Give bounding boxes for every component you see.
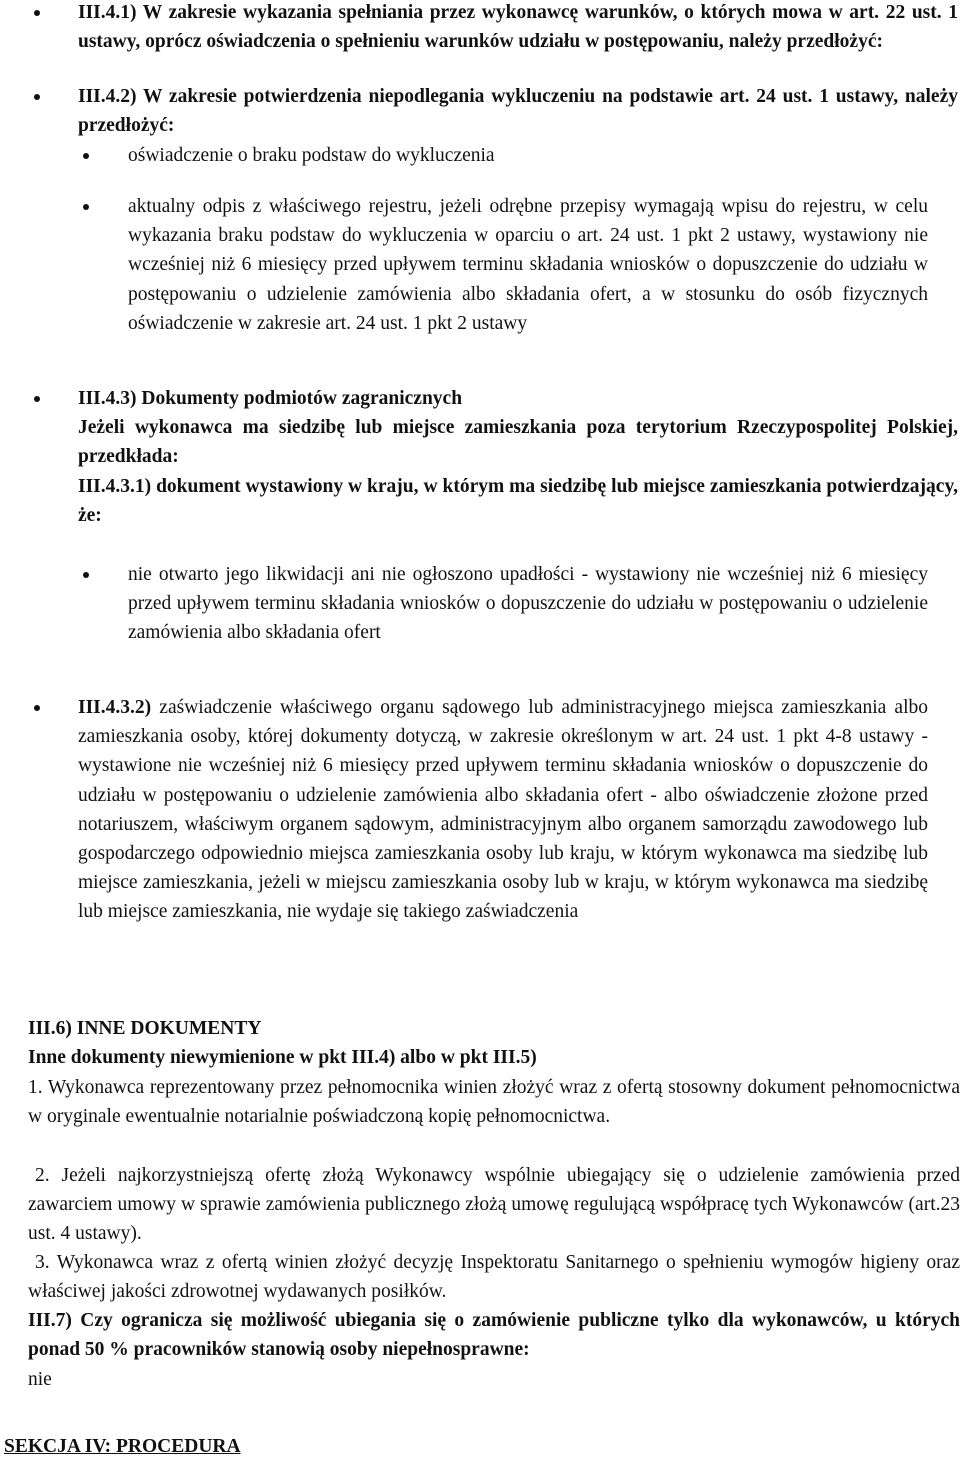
item-iii-4-2 (78, 82, 958, 140)
section-iii-6-subtitle: Inne dokumenty niewymienione w pkt III.4) albo w pkt III.5) (28, 1047, 537, 1068)
item-iii-4-3-title: III.4.3) Dokumenty podmiotów zagranicznych (78, 384, 958, 413)
section-iii-6-point-2: 2. Jeżeli najkorzystniejszą ofertę złożą Wykonawcy wspólnie ubiegający się o udzielenie zamówienia przed zawarciem umowy w sprawie zamówienia publicznego złożą umowę regulującą współpracę tych Wykonawców (art.23 ust. 4 ustawy). (28, 1165, 960, 1245)
section-iii-6-title: III.6) INNE DOKUMENTY (28, 1018, 262, 1039)
item-iii-4-3-intro: Jeżeli wykonawca ma siedzibę lub miejsce zamieszkania poza terytorium Rzeczypospolitej Polskiej, przedkłada: (78, 417, 958, 468)
item-iii-4-2-a: oświadczenie o braku podstaw do wykluczenia (128, 141, 928, 170)
item-iii-4-1: III.4.1) W zakresie wykazania spełniania przez wykonawcę warunków, o których mowa w art. 22 ust. 1 ustawy, oprócz oświadczenia o spełnieniu warunków udziału w postępowaniu, należy przedłożyć: (78, 0, 958, 56)
section-iii-6-point-1: 1. Wykonawca reprezentowany przez pełnomocnika winien złożyć wraz z ofertą stosowny dokument pełnomocnictwa w oryginale ewentualnie notarialnie poświadczoną kopię pełnomocnictwa. (28, 1077, 960, 1128)
section-iii-6-point-3: 3. Wykonawca wraz z ofertą winien złożyć decyzję Inspektoratu Sanitarnego o spełnieniu wymogów higieny oraz właściwej jakości zdrowotnej wydawanych posiłków. (28, 1252, 960, 1303)
item-iii-4-3-2-text: zaświadczenie właściwego organu sądowego lub administracyjnego miejsca zamieszkania albo zamieszkania osoby, której dokumenty dotyczą, w zakresie określonym w art. 24 ust. 1 pkt 4-8 ustawy - wystawione nie wcześniej niż 6 miesięcy przed upływem terminu składania wniosków o dopuszczenie do udziału w postępowaniu o udzielenie zamówienia albo składania ofert - albo oświadczenie złożone przed notariuszem, właściwym organem sądowym, administracyjnym albo organem samorządu zawodowego lub gospodarczego odpowiednio miejsca zamieszkania osoby lub kraju, w którym wykonawca ma siedzibę lub miejsce zamieszkania, jeżeli w miejscu zamieszkania osoby lub w kraju, w którym wykonawca ma siedzibę lub miejsce zamieszkania, nie wydaje się takiego zaświadczenia (78, 697, 928, 923)
item-iii-4-3-1-a: nie otwarto jego likwidacji ani nie ogłoszono upadłości - wystawiony nie wcześniej niż 6 miesięcy przed upływem terminu składania wniosków o dopuszczenie do udziału w postępowaniu o udzielenie zamówienia albo składania ofert (128, 560, 928, 648)
item-iii-4-3-2 (78, 693, 928, 927)
item-iii-4-3-2-label: III.4.3.2) (78, 697, 152, 718)
item-iii-4-2-b: aktualny odpis z właściwego rejestru, jeżeli odrębne przepisy wymagają wpisu do rejestru, w celu wykazania braku podstaw do wykluczenia w oparciu o art. 24 ust. 1 pkt 2 ustawy, wystawiony nie wcześniej niż 6 miesięcy przed upływem terminu składania wniosków o dopuszczenie do udziału w postępowaniu o udzielenie zamówienia albo składania ofert, a w stosunku do osób fizycznych oświadczenie w zakresie art. 24 ust. 1 pkt 2 ustawy (128, 192, 928, 338)
section-iv-heading: SEKCJA IV: PROCEDURA (4, 1436, 241, 1457)
item-iii-4-2-text: III.4.2) W zakresie potwierdzenia niepodlegania wykluczeniu na podstawie art. 24 ust. 1 ustawy, należy przedłożyć: (78, 86, 958, 137)
section-iii-7-answer: nie (28, 1369, 52, 1390)
section-iii-7-question: III.7) Czy ogranicza się możliwość ubiegania się o zamówienie publiczne tylko dla wykonawców, u których ponad 50 % pracowników stanowią osoby niepełnosprawne: (28, 1310, 960, 1361)
item-iii-4-3-1: III.4.3.1) dokument wystawiony w kraju, w którym ma siedzibę lub miejsce zamieszkania potwierdzający, że: (78, 476, 958, 527)
